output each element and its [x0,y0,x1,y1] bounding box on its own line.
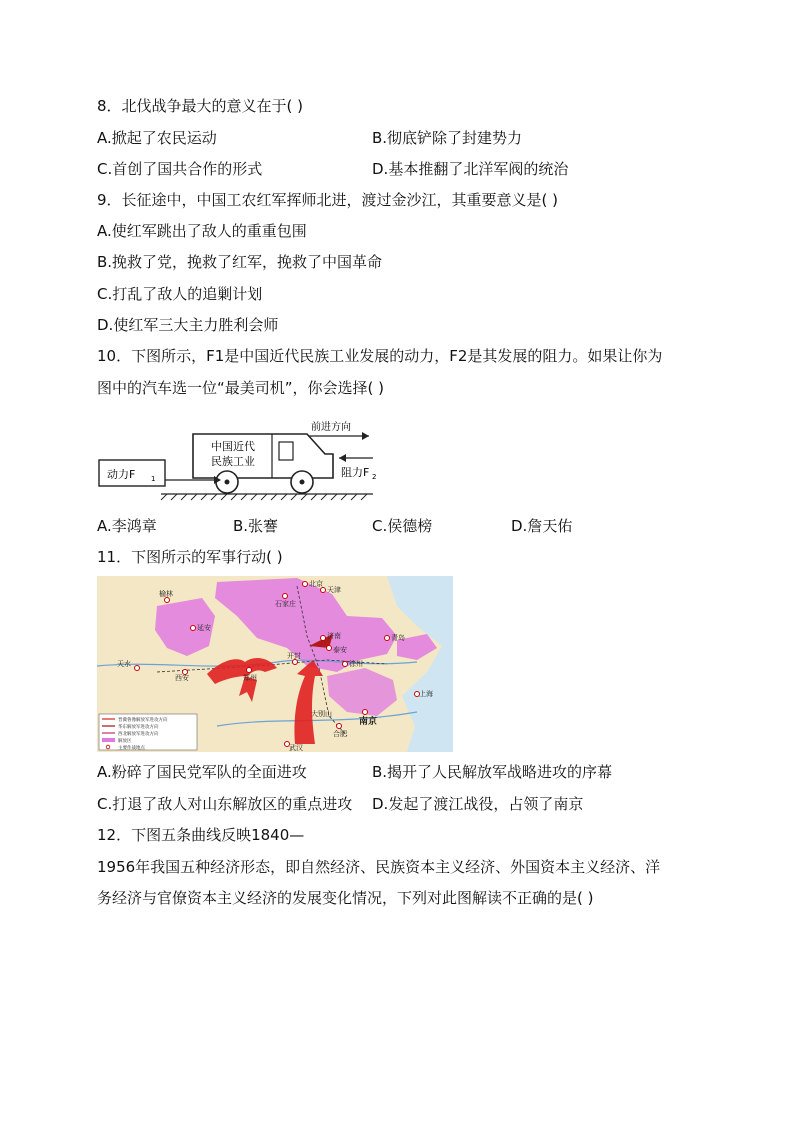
legend-item-4: 解放区 [118,739,132,744]
q10-option-b: B.张謇 [233,517,279,535]
map-city-jinan: 济南 [327,632,341,640]
map-city-xuzhou: 徐州 [349,660,363,668]
q9-stem: 9．长征途中，中国工农红军挥师北进，渡过金沙江，其重要意义是( ) [97,191,559,209]
q9-option-a: A.使红军跳出了敌人的重重包围 [97,222,307,240]
legend-item-1: 晋冀鲁豫解放军进攻方向 [118,718,168,723]
q11-option-d: D.发起了渡江战役，占领了南京 [372,795,584,813]
truck-label-line2: 民族工业 [211,455,255,468]
map-city-zhengzhou: 郑州 [243,674,257,682]
q10-option-a: A.李鸿章 [97,517,157,535]
map-label-dabieshan: 大别山 [311,710,332,718]
forward-direction-label: 前进方向 [311,422,351,433]
resistance-force-label: 阻力F [341,466,370,479]
q8-option-c: C.首创了国共合作的形式 [97,160,263,178]
legend-item-5: 主要作战地点 [118,746,145,751]
q10-truck-figure [97,420,377,502]
q11-stem: 11．下图所示的军事行动( ) [97,548,283,566]
f1-subscript: 1 [151,475,156,483]
map-city-shijiazhuang: 石家庄 [275,600,296,608]
map-city-tianjin: 天津 [327,586,341,594]
q11-option-a: A.粉碎了国民党军队的全面进攻 [97,763,307,781]
q12-stem-line3: 务经济与官僚资本主义经济的发展变化情况，下列对此图解读不正确的是( ) [97,889,594,907]
driving-force-label: 动力F [107,468,136,481]
q10-stem-line2: 图中的汽车选一位“最美司机”，你会选择( ) [97,379,385,397]
q12-stem-line1: 12．下图五条曲线反映1840— [97,826,305,844]
q8-option-a: A.掀起了农民运动 [97,129,217,147]
map-city-hefei: 合肥 [333,730,347,738]
q11-option-c: C.打退了敌人对山东解放区的重点进攻 [97,795,353,813]
map-city-yanan: 延安 [197,624,211,632]
map-city-xian: 西安 [175,674,189,682]
legend-item-2: 华东解放军进攻方向 [118,725,159,730]
legend-item-3: 西北解放军进攻方向 [118,732,159,737]
q10-option-c: C.侯德榜 [372,517,433,535]
map-city-beijing: 北京 [309,580,323,588]
f2-subscript: 2 [372,473,377,481]
q8-option-b: B.彻底铲除了封建势力 [372,129,523,147]
map-city-tianshui: 天水 [117,660,131,668]
map-city-wuhan: 武汉 [289,744,303,752]
q10-stem-line1: 10．下图所示，F1是中国近代民族工业发展的动力，F2是其发展的阻力。如果让你为 [97,347,663,365]
q9-option-c: C.打乱了敌人的追剿计划 [97,285,263,303]
q9-option-d: D.使红军三大主力胜利会师 [97,316,279,334]
map-city-kaifeng: 开封 [287,652,301,660]
map-city-nanjing: 南京 [359,717,378,727]
map-city-taian: 泰安 [333,646,347,654]
map-city-qingdao: 青岛 [391,634,405,642]
map-city-yulin: 榆林 [159,590,173,598]
truck-label-line1: 中国近代 [211,440,255,453]
q10-option-d: D.詹天佑 [511,517,573,535]
q8-stem: 8．北伐战争最大的意义在于( ) [97,97,304,115]
q11-option-b: B.揭开了人民解放军战略进攻的序幕 [372,763,613,781]
q12-stem-line2: 1956年我国五种经济形态，即自然经济、民族资本主义经济、外国资本主义经济、洋 [97,858,661,876]
map-city-shanghai: 上海 [419,690,433,698]
q11-military-map [97,576,453,752]
q8-option-d: D.基本推翻了北洋军阀的统治 [372,160,569,178]
q9-option-b: B.挽救了党，挽救了红军，挽救了中国革命 [97,253,383,271]
